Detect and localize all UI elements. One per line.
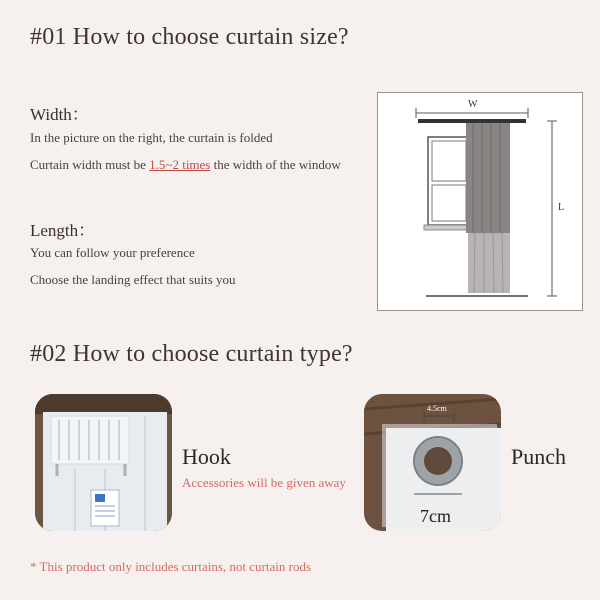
width-line-1: In the picture on the right, the curtain is folded: [30, 130, 273, 145]
width-title: Width：: [30, 105, 89, 124]
curtain-size-diagram: [377, 92, 583, 311]
length-title: Length：: [30, 221, 96, 240]
type-heading: #02 How to choose curtain type?: [30, 341, 353, 367]
hook-photo: [35, 394, 172, 531]
width-line-2-suffix: the width of the window: [213, 157, 341, 172]
length-line-2: Choose the landing effect that suits you: [30, 272, 236, 287]
grommet-hole: [424, 447, 452, 475]
punch-label: Punch: [511, 444, 566, 469]
hook-label: Hook: [182, 444, 231, 469]
hook-accessories-note: Accessories will be given away: [182, 475, 346, 490]
length-line-1: You can follow your preference: [30, 245, 195, 260]
width-line-2: [30, 157, 341, 173]
curtain-folded: [466, 123, 510, 293]
curtain-rod: [418, 119, 526, 123]
curtain-diagram-svg: [378, 93, 582, 310]
l-label: L: [558, 202, 565, 213]
width-line-2-prefix: Curtain width must be: [30, 157, 146, 172]
width-multiplier-highlight: 1.5~2 times: [149, 157, 211, 172]
size-heading: #01 How to choose curtain size?: [30, 24, 349, 50]
punch-photo: [364, 394, 501, 531]
grommet-outer-dimension: 7cm: [420, 506, 451, 526]
punch-photo-svg: [364, 394, 501, 531]
hook-photo-svg: [35, 394, 172, 531]
footnote: * This product only includes curtains, not curtain rods: [30, 559, 312, 574]
grommet-inner-dimension: 4.5cm: [427, 404, 447, 413]
w-label: W: [468, 99, 478, 110]
